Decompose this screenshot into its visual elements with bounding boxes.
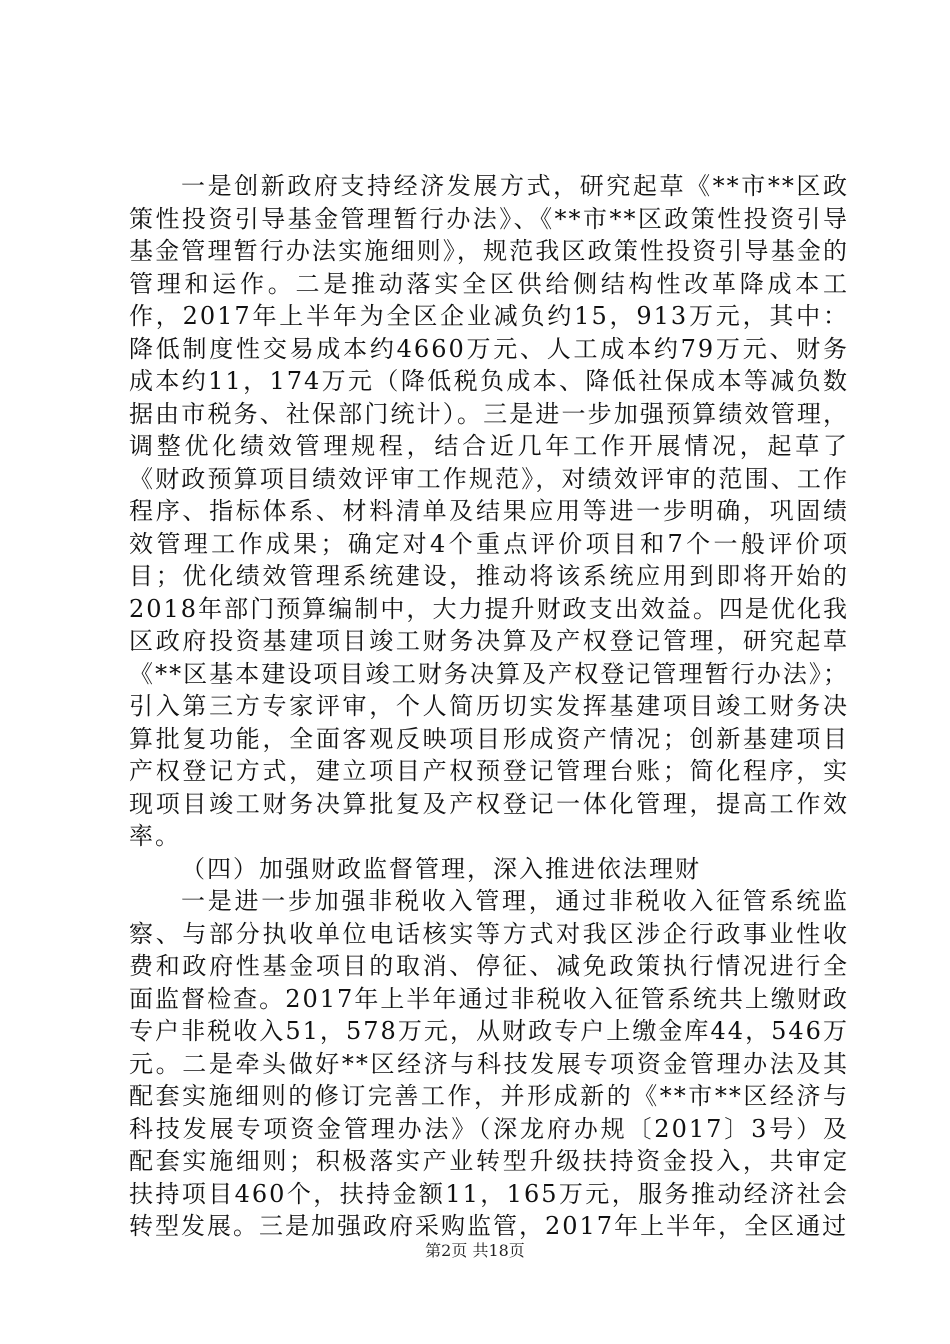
- paragraph-innovation: 一是创新政府支持经济发展方式，研究起草《**市**区政策性投资引导基金管理暂行办法》、《**市**区政策性投资引导基金管理暂行办法实施细则》，规范我区政策性投资引导基金的管理和运作。二是推动落实全区供给侧结构性改革降成本工作，2017年上半年为全区企业减负约15，913万元，其中：降低制度性交易成本约4660万元、人工成本约79万元、财务成本约11，174万元（降低税负成本、降低社保成本等减负数据由市税务、社保部门统计）。三是进一步加强预算绩效管理，调整优化绩效管理规程，结合近几年工作开展情况，起草了《财政预算项目绩效评审工作规范》，对绩效评审的范围、工作程序、指标体系、材料清单及结果应用等进一步明确，巩固绩效管理工作成果；确定对4个重点评价项目和7个一般评价项目；优化绩效管理系统建设，推动将该系统应用到即将开始的2018年部门预算编制中，大力提升财政支出效益。四是优化我区政府投资基建项目竣工财务决算及产权登记管理，研究起草《**区基本建设项目竣工财务决算及产权登记管理暂行办法》；引入第三方专家评审，个人简历切实发挥基建项目竣工财务决算批复功能，全面客观反映项目形成资产情况；创新基建项目产权登记方式，建立项目产权预登记管理台账；简化程序，实现项目竣工财务决算批复及产权登记一体化管理，提高工作效率。: [129, 172, 849, 850]
- page-footer: 第2页 共18页: [425, 1241, 525, 1260]
- document-body: [129, 170, 849, 1243]
- paragraph-supervision: 一是进一步加强非税收入管理，通过非税收入征管系统监察、与部分执收单位电话核实等方式对我区涉企行政事业性收费和政府性基金项目的取消、停征、减免政策执行情况进行全面监督检查。2017年上半年通过非税收入征管系统共上缴财政专户非税收入51，578万元，从财政专户上缴金库44，546万元。二是牵头做好**区经济与科技发展专项资金管理办法及其配套实施细则的修订完善工作，并形成新的《**市**区经济与科技发展专项资金管理办法》（深龙府办规〔2017〕3号）及配套实施细则；积极落实产业转型升级扶持资金投入，共审定扶持项目460个，扶持金额11，165万元，服务推动经济社会转型发展。三是加强政府采购监管，2017年上半年，全区通过: [129, 887, 849, 1240]
- section-heading-4: （四）加强财政监督管理，深入推进依法理财: [181, 854, 701, 883]
